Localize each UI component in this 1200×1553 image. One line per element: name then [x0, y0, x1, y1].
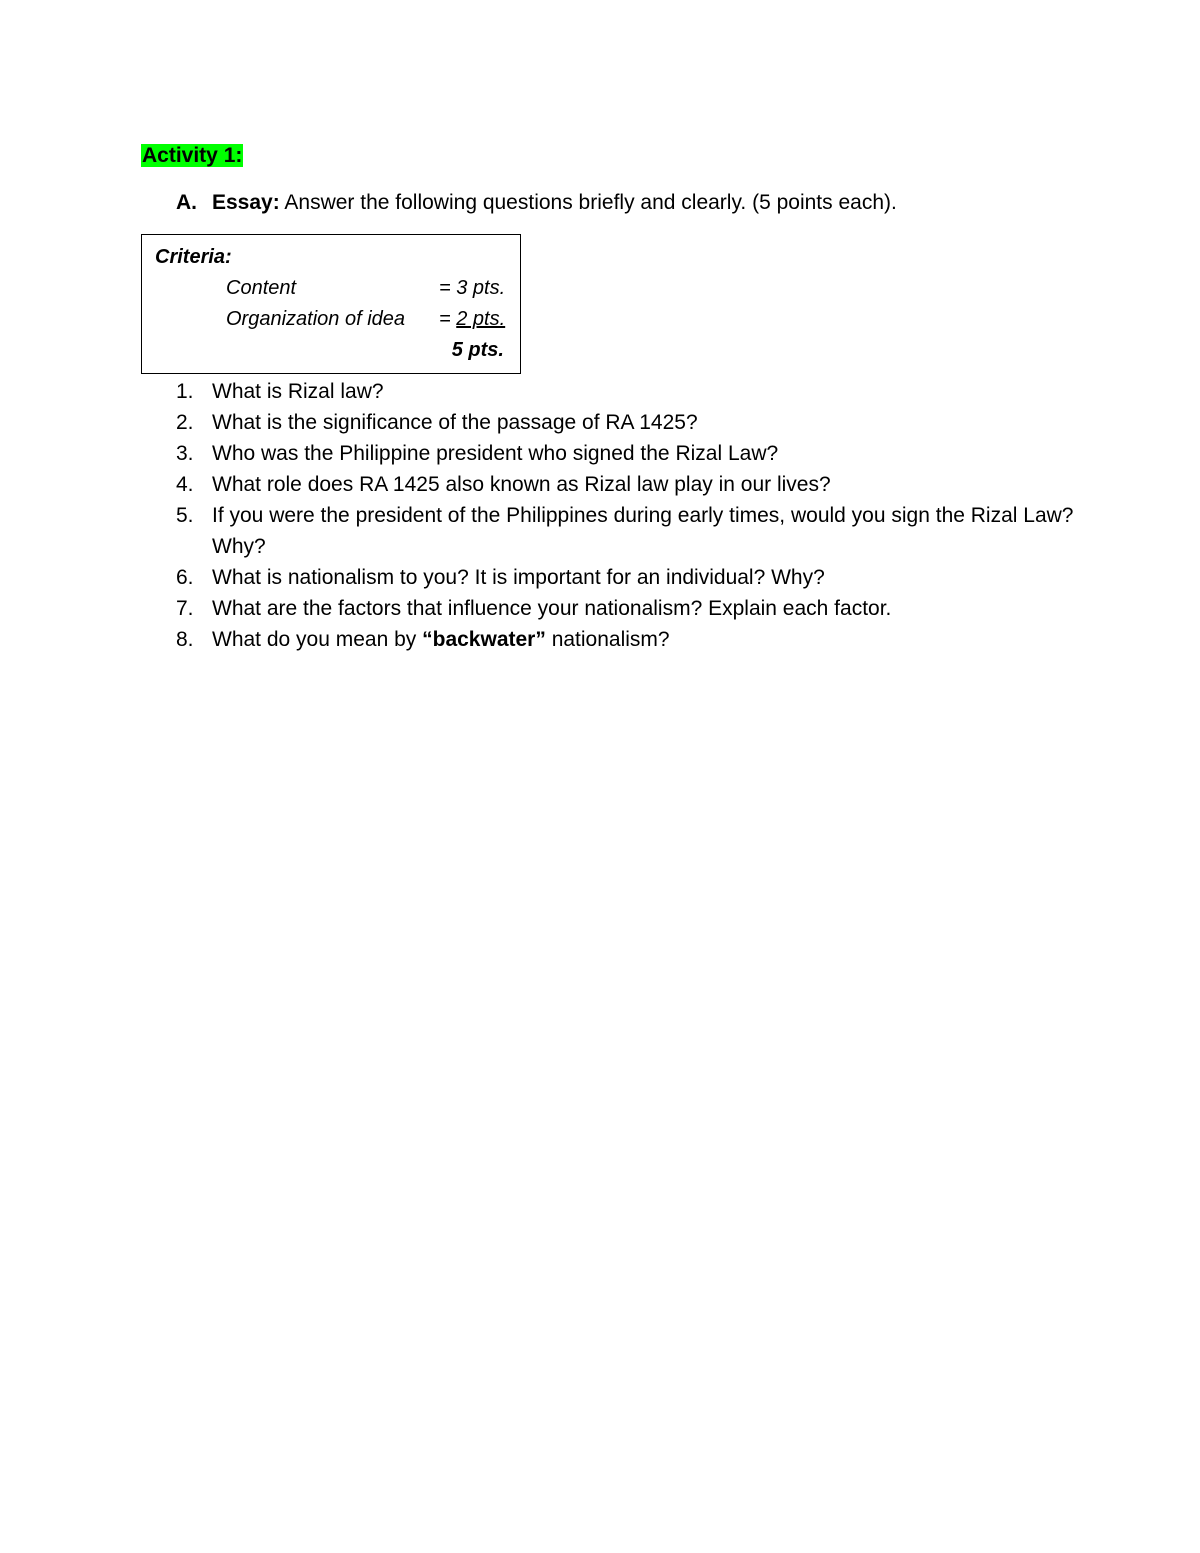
question-number: 5.: [176, 504, 194, 527]
question-text: What role does RA 1425 also known as Rizal law play in our lives?: [212, 473, 831, 496]
question-list: [176, 376, 1076, 655]
question-number: 3.: [176, 442, 194, 465]
criteria-value-content: = 3 pts.: [439, 277, 506, 299]
criteria-value-organization: [439, 308, 505, 331]
question-text: What is Rizal law?: [212, 380, 384, 403]
question-item: [176, 407, 1076, 438]
section-letter: A.: [176, 191, 197, 214]
section-a: [176, 190, 897, 216]
question-text-bold: “backwater”: [422, 628, 546, 651]
question-number: 1.: [176, 380, 194, 403]
criteria-total: 5 pts.: [451, 339, 504, 361]
question-item: [176, 469, 1076, 500]
question-number: 8.: [176, 628, 194, 651]
question-item: [176, 438, 1076, 469]
question-item: [176, 500, 1076, 562]
criteria-points-organization: 2 pts.: [456, 308, 506, 330]
question-item: [176, 376, 1076, 407]
question-text: If you were the president of the Philippines during early times, would you sign the Rizal Law? Why?: [212, 504, 1074, 558]
criteria-title: Criteria:: [155, 246, 232, 268]
question-text: What is the significance of the passage of RA 1425?: [212, 411, 698, 434]
criteria-eq-organization: =: [439, 308, 457, 330]
activity-heading: [141, 143, 243, 169]
question-text: Who was the Philippine president who signed the Rizal Law?: [212, 442, 779, 465]
question-text: What are the factors that influence your nationalism? Explain each factor.: [212, 597, 892, 620]
section-lead: Essay:: [212, 191, 280, 214]
question-text-before: What do you mean by: [212, 628, 423, 651]
question-text: What is nationalism to you? It is important for an individual? Why?: [212, 566, 825, 589]
section-instruction: Answer the following questions briefly and clearly. (5 points each).: [279, 191, 897, 214]
question-number: 7.: [176, 597, 194, 620]
question-text-after: nationalism?: [545, 628, 670, 651]
criteria-label-content: Content: [226, 277, 297, 299]
question-item: [176, 624, 1076, 655]
question-item: [176, 562, 1076, 593]
criteria-label-organization: Organization of idea: [226, 308, 406, 330]
criteria-box: [141, 234, 521, 374]
activity-title: Activity 1:: [142, 144, 243, 167]
question-item: [176, 593, 1076, 624]
question-number: 6.: [176, 566, 194, 589]
question-number: 2.: [176, 411, 194, 434]
question-number: 4.: [176, 473, 194, 496]
